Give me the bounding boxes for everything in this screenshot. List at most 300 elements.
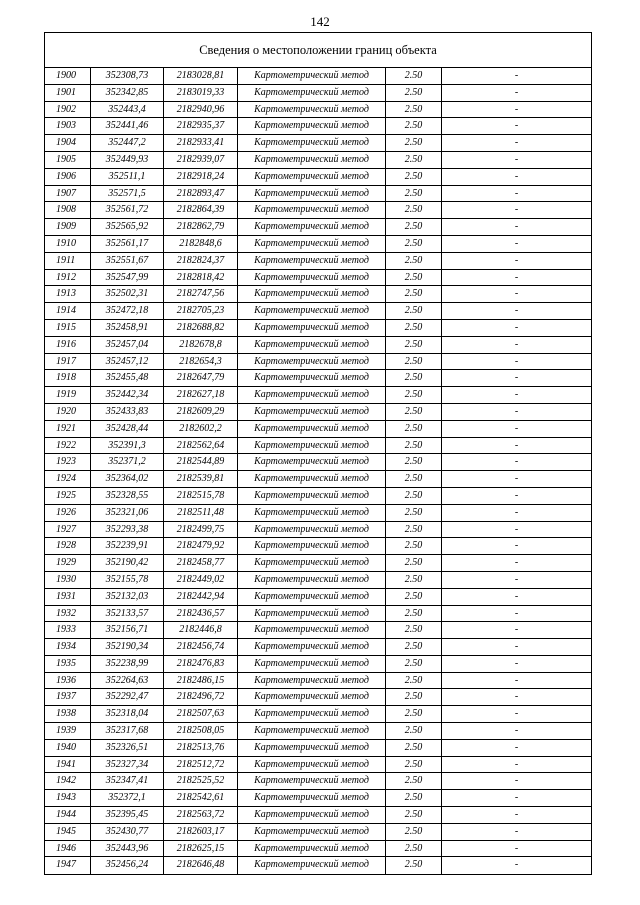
point-number-cell: 1922 [45, 438, 91, 454]
point-number-cell: 1919 [45, 387, 91, 403]
method-cell: Картометрический метод [238, 202, 386, 218]
accuracy-cell: 2.50 [386, 270, 442, 286]
method-cell: Картометрический метод [238, 219, 386, 235]
accuracy-cell: 2.50 [386, 186, 442, 202]
coord-x-cell: 352472,18 [91, 303, 164, 319]
accuracy-cell: 2.50 [386, 740, 442, 756]
coord-y-cell: 2182705,23 [164, 303, 238, 319]
description-cell: - [514, 170, 519, 182]
coord-x-cell: 352457,04 [91, 337, 164, 353]
table-row [45, 807, 591, 824]
accuracy-cell: 2.50 [386, 857, 442, 874]
method-cell: Картометрический метод [238, 135, 386, 151]
method-cell: Картометрический метод [238, 757, 386, 773]
method-cell: Картометрический метод [238, 118, 386, 134]
table-row [45, 706, 591, 723]
coord-x-cell: 352430,77 [91, 824, 164, 840]
table-row [45, 824, 591, 841]
method-cell: Картометрический метод [238, 270, 386, 286]
accuracy-cell: 2.50 [386, 102, 442, 118]
coord-x-cell: 352449,93 [91, 152, 164, 168]
description-cell: - [514, 237, 519, 249]
coord-y-cell: 2182625,15 [164, 841, 238, 857]
coord-y-cell: 2182688,82 [164, 320, 238, 336]
point-number-cell: 1908 [45, 202, 91, 218]
description-cell: - [514, 641, 519, 653]
coord-x-cell: 352133,57 [91, 606, 164, 622]
point-number-cell: 1900 [45, 68, 91, 84]
coord-x-cell: 352433,83 [91, 404, 164, 420]
point-number-cell: 1903 [45, 118, 91, 134]
table-row [45, 186, 591, 203]
point-number-cell: 1927 [45, 522, 91, 538]
coord-y-cell: 2183019,33 [164, 85, 238, 101]
table-row [45, 790, 591, 807]
boundary-table [44, 32, 592, 875]
table-row [45, 505, 591, 522]
method-cell: Картометрический метод [238, 824, 386, 840]
description-cell: - [514, 657, 519, 669]
method-cell: Картометрический метод [238, 773, 386, 789]
coord-y-cell: 2182539,81 [164, 471, 238, 487]
coord-x-cell: 352455,48 [91, 370, 164, 386]
method-cell: Картометрический метод [238, 841, 386, 857]
coord-y-cell: 2182939,07 [164, 152, 238, 168]
table-row [45, 740, 591, 757]
coord-x-cell: 352428,44 [91, 421, 164, 437]
description-cell: - [514, 439, 519, 451]
coord-y-cell: 2182747,56 [164, 286, 238, 302]
method-cell: Картометрический метод [238, 236, 386, 252]
method-cell: Картометрический метод [238, 555, 386, 571]
method-cell: Картометрический метод [238, 102, 386, 118]
accuracy-cell: 2.50 [386, 488, 442, 504]
description-cell: - [514, 389, 519, 401]
coord-y-cell: 2182647,79 [164, 370, 238, 386]
table-row [45, 387, 591, 404]
coord-x-cell: 352457,12 [91, 354, 164, 370]
description-cell: - [514, 153, 519, 165]
description-cell: - [514, 825, 519, 837]
coord-y-cell: 2182862,79 [164, 219, 238, 235]
coord-y-cell: 2182479,92 [164, 538, 238, 554]
accuracy-cell: 2.50 [386, 454, 442, 470]
point-number-cell: 1914 [45, 303, 91, 319]
coord-x-cell: 352561,17 [91, 236, 164, 252]
point-number-cell: 1906 [45, 169, 91, 185]
coord-x-cell: 352292,47 [91, 689, 164, 705]
coord-x-cell: 352132,03 [91, 589, 164, 605]
method-cell: Картометрический метод [238, 538, 386, 554]
accuracy-cell: 2.50 [386, 387, 442, 403]
point-number-cell: 1909 [45, 219, 91, 235]
method-cell: Картометрический метод [238, 673, 386, 689]
coord-y-cell: 2182449,02 [164, 572, 238, 588]
method-cell: Картометрический метод [238, 656, 386, 672]
method-cell: Картометрический метод [238, 857, 386, 874]
coord-x-cell: 352565,92 [91, 219, 164, 235]
point-number-cell: 1912 [45, 270, 91, 286]
coord-x-cell: 352364,02 [91, 471, 164, 487]
coord-x-cell: 352293,38 [91, 522, 164, 538]
table-row [45, 118, 591, 135]
coord-y-cell: 2182542,61 [164, 790, 238, 806]
point-number-cell: 1918 [45, 370, 91, 386]
coord-x-cell: 352458,91 [91, 320, 164, 336]
accuracy-cell: 2.50 [386, 824, 442, 840]
coord-y-cell: 2183028,81 [164, 68, 238, 84]
method-cell: Картометрический метод [238, 488, 386, 504]
coord-x-cell: 352328,55 [91, 488, 164, 504]
coord-x-cell: 352318,04 [91, 706, 164, 722]
accuracy-cell: 2.50 [386, 202, 442, 218]
coord-x-cell: 352442,34 [91, 387, 164, 403]
coord-x-cell: 352551,67 [91, 253, 164, 269]
accuracy-cell: 2.50 [386, 303, 442, 319]
table-row [45, 841, 591, 858]
point-number-cell: 1934 [45, 639, 91, 655]
point-number-cell: 1923 [45, 454, 91, 470]
description-cell: - [514, 288, 519, 300]
accuracy-cell: 2.50 [386, 68, 442, 84]
coord-x-cell: 352190,42 [91, 555, 164, 571]
point-number-cell: 1925 [45, 488, 91, 504]
coord-y-cell: 2182458,77 [164, 555, 238, 571]
accuracy-cell: 2.50 [386, 790, 442, 806]
point-number-cell: 1946 [45, 841, 91, 857]
method-cell: Картометрический метод [238, 689, 386, 705]
table-body [45, 68, 591, 874]
method-cell: Картометрический метод [238, 404, 386, 420]
table-row [45, 68, 591, 85]
point-number-cell: 1933 [45, 622, 91, 638]
table-row [45, 857, 591, 874]
coord-x-cell: 352441,46 [91, 118, 164, 134]
method-cell: Картометрический метод [238, 522, 386, 538]
table-row [45, 488, 591, 505]
table-row [45, 169, 591, 186]
accuracy-cell: 2.50 [386, 471, 442, 487]
point-number-cell: 1931 [45, 589, 91, 605]
table-row [45, 135, 591, 152]
table-row [45, 404, 591, 421]
method-cell: Картометрический метод [238, 740, 386, 756]
table-row [45, 555, 591, 572]
accuracy-cell: 2.50 [386, 706, 442, 722]
point-number-cell: 1947 [45, 857, 91, 874]
table-row [45, 757, 591, 774]
accuracy-cell: 2.50 [386, 589, 442, 605]
table-row [45, 589, 591, 606]
table-row [45, 673, 591, 690]
accuracy-cell: 2.50 [386, 841, 442, 857]
description-cell: - [514, 271, 519, 283]
coord-x-cell: 352511,1 [91, 169, 164, 185]
description-cell: - [514, 338, 519, 350]
description-cell: - [514, 422, 519, 434]
coord-y-cell: 2182562,64 [164, 438, 238, 454]
point-number-cell: 1942 [45, 773, 91, 789]
method-cell: Картометрический метод [238, 790, 386, 806]
table-row [45, 572, 591, 589]
description-cell: - [514, 540, 519, 552]
description-cell: - [514, 456, 519, 468]
accuracy-cell: 2.50 [386, 236, 442, 252]
coord-y-cell: 2182456,74 [164, 639, 238, 655]
coord-y-cell: 2182848,6 [164, 236, 238, 252]
method-cell: Картометрический метод [238, 68, 386, 84]
method-cell: Картометрический метод [238, 471, 386, 487]
point-number-cell: 1901 [45, 85, 91, 101]
coord-y-cell: 2182678,8 [164, 337, 238, 353]
point-number-cell: 1926 [45, 505, 91, 521]
coord-x-cell: 352347,41 [91, 773, 164, 789]
point-number-cell: 1902 [45, 102, 91, 118]
accuracy-cell: 2.50 [386, 421, 442, 437]
accuracy-cell: 2.50 [386, 337, 442, 353]
table-row [45, 85, 591, 102]
coord-x-cell: 352326,51 [91, 740, 164, 756]
accuracy-cell: 2.50 [386, 320, 442, 336]
table-row [45, 253, 591, 270]
table-row [45, 689, 591, 706]
coord-x-cell: 352502,31 [91, 286, 164, 302]
point-number-cell: 1936 [45, 673, 91, 689]
accuracy-cell: 2.50 [386, 404, 442, 420]
point-number-cell: 1938 [45, 706, 91, 722]
accuracy-cell: 2.50 [386, 354, 442, 370]
accuracy-cell: 2.50 [386, 757, 442, 773]
point-number-cell: 1941 [45, 757, 91, 773]
table-row [45, 303, 591, 320]
table-row [45, 286, 591, 303]
coord-y-cell: 2182511,48 [164, 505, 238, 521]
coord-x-cell: 352264,63 [91, 673, 164, 689]
method-cell: Картометрический метод [238, 303, 386, 319]
description-cell: - [514, 557, 519, 569]
point-number-cell: 1916 [45, 337, 91, 353]
description-cell: - [514, 725, 519, 737]
coord-y-cell: 2182603,17 [164, 824, 238, 840]
accuracy-cell: 2.50 [386, 135, 442, 151]
method-cell: Картометрический метод [238, 572, 386, 588]
coord-y-cell: 2182446,8 [164, 622, 238, 638]
table-row [45, 202, 591, 219]
point-number-cell: 1911 [45, 253, 91, 269]
description-cell: - [514, 473, 519, 485]
description-cell: - [514, 590, 519, 602]
coord-y-cell: 2182940,96 [164, 102, 238, 118]
accuracy-cell: 2.50 [386, 522, 442, 538]
coord-y-cell: 2182507,63 [164, 706, 238, 722]
coord-x-cell: 352443,4 [91, 102, 164, 118]
coord-x-cell: 352342,85 [91, 85, 164, 101]
coord-x-cell: 352571,5 [91, 186, 164, 202]
coord-x-cell: 352317,68 [91, 723, 164, 739]
description-cell: - [514, 221, 519, 233]
table-row [45, 421, 591, 438]
description-cell: - [514, 254, 519, 266]
point-number-cell: 1910 [45, 236, 91, 252]
coord-x-cell: 352443,96 [91, 841, 164, 857]
description-cell: - [514, 204, 519, 216]
point-number-cell: 1944 [45, 807, 91, 823]
point-number-cell: 1932 [45, 606, 91, 622]
method-cell: Картометрический метод [238, 505, 386, 521]
point-number-cell: 1917 [45, 354, 91, 370]
coord-x-cell: 352447,2 [91, 135, 164, 151]
description-cell: - [514, 624, 519, 636]
page-number: 142 [310, 14, 330, 29]
accuracy-cell: 2.50 [386, 169, 442, 185]
method-cell: Картометрический метод [238, 320, 386, 336]
coord-x-cell: 352395,45 [91, 807, 164, 823]
point-number-cell: 1913 [45, 286, 91, 302]
coord-y-cell: 2182442,94 [164, 589, 238, 605]
method-cell: Картометрический метод [238, 454, 386, 470]
method-cell: Картометрический метод [238, 85, 386, 101]
coord-y-cell: 2182513,76 [164, 740, 238, 756]
method-cell: Картометрический метод [238, 438, 386, 454]
description-cell: - [514, 775, 519, 787]
description-cell: - [514, 708, 519, 720]
accuracy-cell: 2.50 [386, 622, 442, 638]
accuracy-cell: 2.50 [386, 606, 442, 622]
description-cell: - [514, 691, 519, 703]
coord-y-cell: 2182824,37 [164, 253, 238, 269]
coord-x-cell: 352371,2 [91, 454, 164, 470]
description-cell: - [514, 137, 519, 149]
table-row [45, 320, 591, 337]
coord-y-cell: 2182496,72 [164, 689, 238, 705]
coord-y-cell: 2182864,39 [164, 202, 238, 218]
table-row [45, 102, 591, 119]
description-cell: - [514, 506, 519, 518]
accuracy-cell: 2.50 [386, 723, 442, 739]
table-row [45, 454, 591, 471]
point-number-cell: 1930 [45, 572, 91, 588]
description-cell: - [514, 607, 519, 619]
accuracy-cell: 2.50 [386, 689, 442, 705]
method-cell: Картометрический метод [238, 169, 386, 185]
description-cell: - [514, 741, 519, 753]
description-cell: - [514, 792, 519, 804]
method-cell: Картометрический метод [238, 152, 386, 168]
method-cell: Картометрический метод [238, 723, 386, 739]
table-row [45, 656, 591, 673]
table-row [45, 438, 591, 455]
table-row [45, 538, 591, 555]
point-number-cell: 1920 [45, 404, 91, 420]
method-cell: Картометрический метод [238, 387, 386, 403]
coord-x-cell: 352372,1 [91, 790, 164, 806]
accuracy-cell: 2.50 [386, 152, 442, 168]
method-cell: Картометрический метод [238, 337, 386, 353]
description-cell: - [514, 809, 519, 821]
description-cell: - [514, 758, 519, 770]
point-number-cell: 1945 [45, 824, 91, 840]
description-cell: - [514, 305, 519, 317]
coord-y-cell: 2182486,15 [164, 673, 238, 689]
point-number-cell: 1937 [45, 689, 91, 705]
accuracy-cell: 2.50 [386, 286, 442, 302]
accuracy-cell: 2.50 [386, 118, 442, 134]
table-row [45, 622, 591, 639]
table-row [45, 606, 591, 623]
coord-x-cell: 352155,78 [91, 572, 164, 588]
table-row [45, 773, 591, 790]
coord-y-cell: 2182627,18 [164, 387, 238, 403]
accuracy-cell: 2.50 [386, 673, 442, 689]
coord-y-cell: 2182818,42 [164, 270, 238, 286]
coord-y-cell: 2182602,2 [164, 421, 238, 437]
method-cell: Картометрический метод [238, 606, 386, 622]
description-cell: - [514, 321, 519, 333]
table-header: Сведения о местоположении границ объекта [45, 33, 591, 68]
coord-x-cell: 352547,99 [91, 270, 164, 286]
method-cell: Картометрический метод [238, 354, 386, 370]
description-cell: - [514, 523, 519, 535]
accuracy-cell: 2.50 [386, 773, 442, 789]
accuracy-cell: 2.50 [386, 505, 442, 521]
coord-y-cell: 2182508,05 [164, 723, 238, 739]
accuracy-cell: 2.50 [386, 807, 442, 823]
accuracy-cell: 2.50 [386, 219, 442, 235]
method-cell: Картометрический метод [238, 622, 386, 638]
table-row [45, 270, 591, 287]
accuracy-cell: 2.50 [386, 639, 442, 655]
method-cell: Картометрический метод [238, 253, 386, 269]
method-cell: Картометрический метод [238, 286, 386, 302]
description-cell: - [514, 842, 519, 854]
accuracy-cell: 2.50 [386, 370, 442, 386]
coord-y-cell: 2182436,57 [164, 606, 238, 622]
accuracy-cell: 2.50 [386, 253, 442, 269]
table-row [45, 219, 591, 236]
method-cell: Картометрический метод [238, 807, 386, 823]
coord-x-cell: 352239,91 [91, 538, 164, 554]
coord-y-cell: 2182918,24 [164, 169, 238, 185]
coord-y-cell: 2182563,72 [164, 807, 238, 823]
accuracy-cell: 2.50 [386, 656, 442, 672]
description-cell: - [514, 355, 519, 367]
point-number-cell: 1939 [45, 723, 91, 739]
point-number-cell: 1929 [45, 555, 91, 571]
coord-y-cell: 2182544,89 [164, 454, 238, 470]
accuracy-cell: 2.50 [386, 438, 442, 454]
method-cell: Картометрический метод [238, 421, 386, 437]
table-row [45, 236, 591, 253]
accuracy-cell: 2.50 [386, 572, 442, 588]
table-row [45, 639, 591, 656]
coord-y-cell: 2182654,3 [164, 354, 238, 370]
accuracy-cell: 2.50 [386, 85, 442, 101]
point-number-cell: 1940 [45, 740, 91, 756]
coord-y-cell: 2182893,47 [164, 186, 238, 202]
accuracy-cell: 2.50 [386, 538, 442, 554]
description-cell: - [514, 859, 519, 871]
point-number-cell: 1935 [45, 656, 91, 672]
description-cell: - [514, 573, 519, 585]
coord-x-cell: 352561,72 [91, 202, 164, 218]
description-cell: - [514, 372, 519, 384]
table-row [45, 471, 591, 488]
accuracy-cell: 2.50 [386, 555, 442, 571]
coord-x-cell: 352238,99 [91, 656, 164, 672]
description-cell: - [514, 187, 519, 199]
table-row [45, 370, 591, 387]
coord-y-cell: 2182525,52 [164, 773, 238, 789]
